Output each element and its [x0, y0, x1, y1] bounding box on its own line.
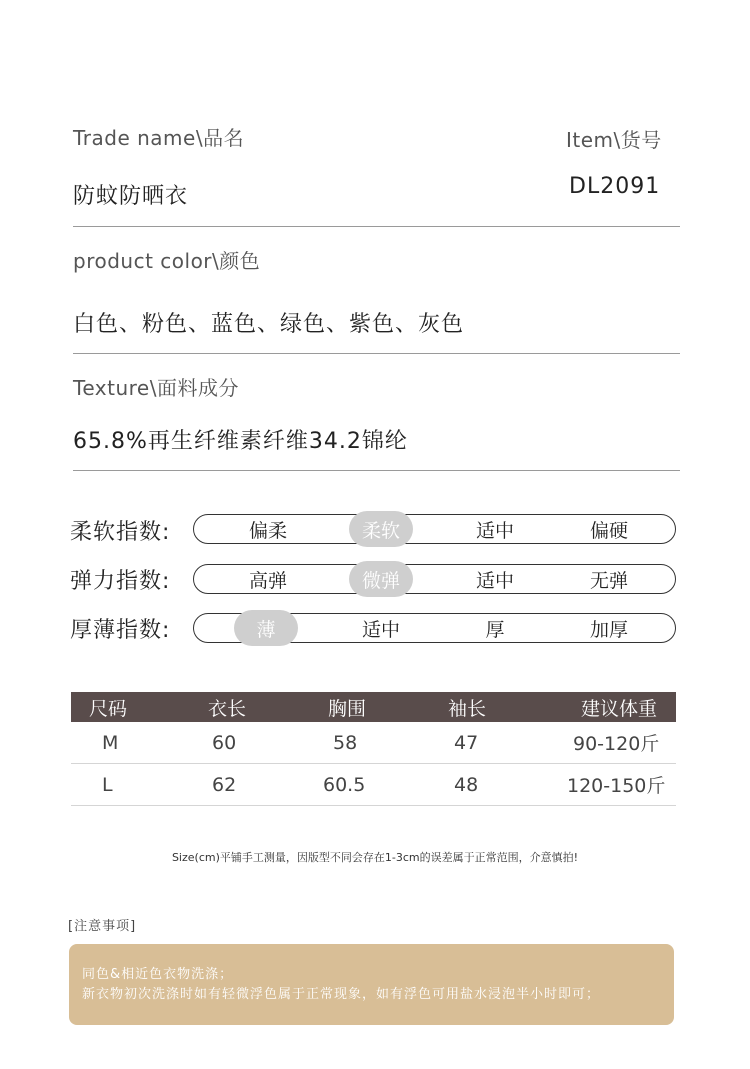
index-scale [193, 514, 676, 544]
index-option-selected: 微弹 [349, 561, 413, 597]
index-option: 高弹 [248, 569, 287, 592]
size-table [71, 692, 676, 806]
index-option: 适中 [475, 569, 514, 592]
notice-label: [注意事项] [68, 919, 137, 934]
notice-line: 同色&相近色衣物洗涤； [82, 967, 234, 982]
table-row [71, 722, 676, 764]
item-value: DL2091 [569, 174, 661, 199]
trade-name-value: 防蚊防晒衣 [73, 184, 189, 209]
table-cell: 120-150斤 [567, 775, 666, 797]
index-option: 偏柔 [248, 519, 287, 542]
index-option: 加厚 [589, 618, 628, 641]
header-cell: 袖长 [448, 697, 487, 720]
index-option: 厚 [485, 618, 505, 641]
header-cell: 尺码 [89, 697, 128, 720]
notice-line: 新衣物初次洗涤时如有轻微浮色属于正常现象，如有浮色可用盐水浸泡半小时即可； [82, 987, 601, 1002]
index-option: 适中 [475, 519, 514, 542]
texture-label: Texture\面料成分 [73, 376, 239, 400]
index-option: 适中 [361, 618, 400, 641]
header-cell: 胸围 [328, 697, 367, 720]
index-option-selected: 薄 [234, 610, 298, 646]
color-label: product color\颜色 [73, 249, 261, 273]
size-note: Size(cm)平铺手工测量，因版型不同会存在1-3cm的误差属于正常范围，介意慎拍! [171, 851, 579, 864]
color-value: 白色、粉色、蓝色、绿色、紫色、灰色 [73, 312, 465, 337]
table-cell: 90-120斤 [573, 733, 660, 755]
divider [73, 353, 680, 354]
item-label: Item\货号 [566, 128, 662, 152]
index-title: 柔软指数: [70, 520, 171, 545]
header-cell: 建议体重 [581, 697, 658, 720]
index-title: 弹力指数: [70, 569, 171, 594]
table-cell: 60.5 [323, 773, 366, 796]
index-option: 无弹 [589, 569, 628, 592]
texture-value: 65.8%再生纤维素纤维34.2锦纶 [73, 429, 408, 454]
table-cell: 48 [454, 773, 479, 796]
table-cell: 62 [212, 773, 237, 796]
size-table-header [71, 692, 676, 722]
index-title: 厚薄指数: [70, 618, 171, 643]
table-cell: M [102, 731, 119, 754]
divider [73, 226, 680, 227]
header-cell: 衣长 [208, 697, 247, 720]
index-option-selected: 柔软 [349, 511, 413, 547]
trade-name-label: Trade name\品名 [73, 126, 245, 150]
table-cell: L [102, 773, 113, 796]
divider [73, 470, 680, 471]
table-cell: 58 [333, 731, 358, 754]
table-cell: 60 [212, 731, 237, 754]
notice-box [69, 944, 674, 1025]
index-option: 偏硬 [589, 519, 628, 542]
index-scale [193, 564, 676, 594]
index-scale [193, 613, 676, 643]
table-row [71, 764, 676, 806]
table-cell: 47 [454, 731, 479, 754]
